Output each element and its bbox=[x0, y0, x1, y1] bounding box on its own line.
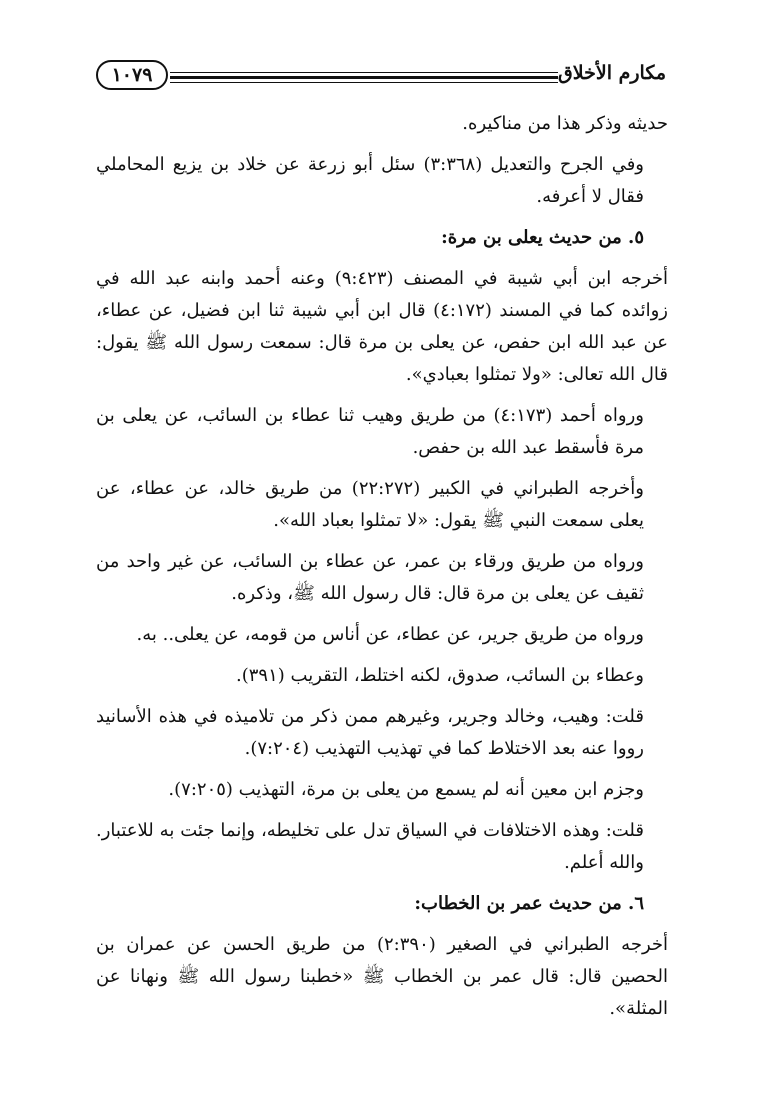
book-title: مكارم الأخلاق bbox=[558, 62, 666, 84]
paragraph: أخرجه الطبراني في الصغير (٢:٣٩٠) من طريق الحسن عن عمران بن الحصين قال: قال عمر بن الخطاب ﷺ «خطبنا رسول الله ﷺ ونهانا عن المثلة». bbox=[96, 934, 669, 1019]
paragraph: وأخرجه الطبراني في الكبير (٢٢:٢٧٢) من طريق خالد، عن عطاء، عن يعلى سمعت النبي ﷺ يقول: «لا تمثلوا بعباد الله». bbox=[96, 478, 644, 531]
paragraph: وعطاء بن السائب، صدوق، لكنه اختلط، التقريب (٣٩١). bbox=[236, 665, 644, 686]
paragraph: قلت: وهيب، وخالد وجرير، وغيرهم ممن ذكر من تلاميذه في هذه الأسانيد رووا عنه بعد الاختلاط كما في تهذيب التهذيب (٧:٢٠٤). bbox=[96, 706, 644, 759]
paragraph: وجزم ابن معين أنه لم يسمع من يعلى بن مرة، التهذيب (٧:٢٠٥). bbox=[168, 779, 644, 800]
section-heading: ٦. من حديث عمر بن الخطاب: bbox=[414, 893, 644, 914]
paragraph: ورواه من طريق جرير، عن عطاء، عن أناس من قومه، عن يعلى.. به. bbox=[136, 624, 644, 645]
page-header bbox=[96, 60, 666, 96]
paragraph: ورواه من طريق ورقاء بن عمر، عن عطاء بن السائب، عن غير واحد من ثقيف عن يعلى بن مرة قال: قال رسول الله ﷺ، وذكره. bbox=[96, 551, 644, 604]
paragraph: حديثه وذكر هذا من مناكيره. bbox=[462, 113, 668, 134]
section-heading: ٥. من حديث يعلى بن مرة: bbox=[441, 227, 644, 248]
page-body bbox=[96, 108, 668, 1034]
page-number: ١٠٧٩ bbox=[96, 60, 168, 90]
paragraph: قلت: وهذه الاختلافات في السياق تدل على تخليطه، وإنما جئت به للاعتبار. والله أعلم. bbox=[96, 820, 644, 873]
paragraph: وفي الجرح والتعديل (٣:٣٦٨) سئل أبو زرعة عن خلاد بن يزيع المحاملي فقال لا أعرفه. bbox=[96, 154, 644, 207]
paragraph: أخرجه ابن أبي شيبة في المصنف (٩:٤٢٣) وعنه أحمد وابنه عبد الله في زوائده كما في المسند (٤:١٧٢) قال ابن أبي شيبة ثنا ابن فضيل، عن عطاء، عن عبد الله ابن حفص، عن يعلى بن مرة قال: سمعت رسول الله ﷺ يقول: قال الله تعالى: «ولا تمثلوا بعبادي». bbox=[96, 268, 668, 385]
header-rule bbox=[170, 76, 558, 79]
paragraph: ورواه أحمد (٤:١٧٣) من طريق وهيب ثنا عطاء بن السائب، عن يعلى بن مرة فأسقط عبد الله بن حفص. bbox=[96, 405, 644, 458]
